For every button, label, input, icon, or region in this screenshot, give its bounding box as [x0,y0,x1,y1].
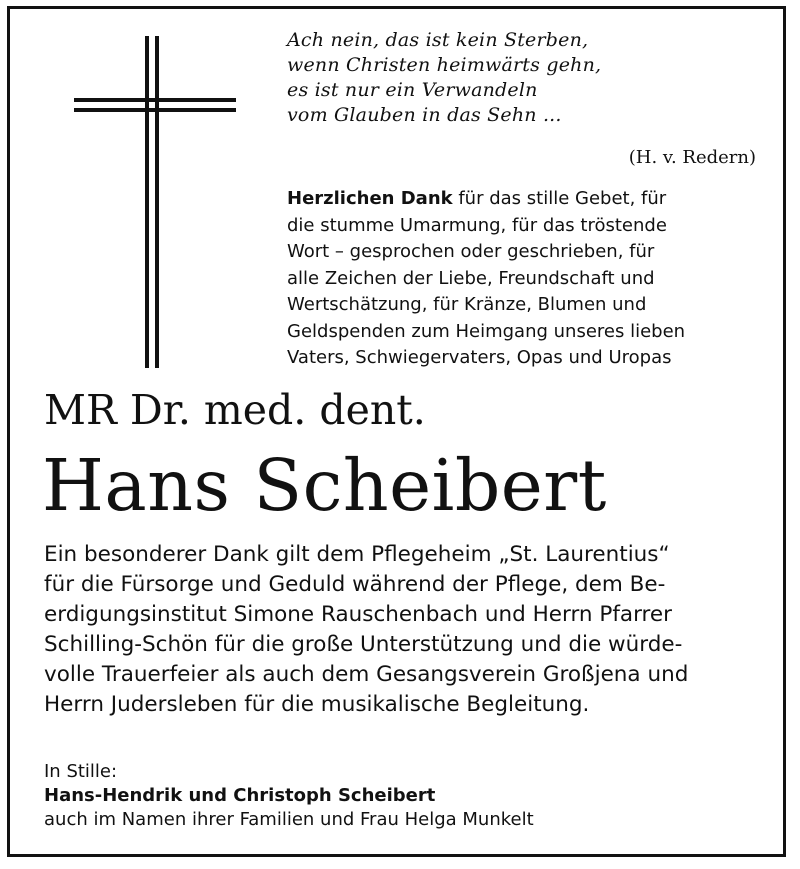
poem-line: es ist nur ein Verwandeln [287,79,538,101]
body-line: Ein besonderer Dank gilt dem Pflegeheim „St. Laurentius“ [44,542,670,567]
poem-line: wenn Christen heimwärts gehn, [287,54,602,76]
poem-line: Ach nein, das ist kein Sterben, [287,29,589,51]
cross-icon [74,36,236,368]
cross-horizontal-bar-top [74,98,236,102]
thanks-lead-rest: für das stille Gebet, für [452,188,667,209]
thanks-line: die stumme Umarmung, für das tröstende [287,214,667,236]
poem-author: (H. v. Redern) [628,147,756,168]
cross-vertical-bar-right [155,36,159,368]
body-line: Herrn Judersleben für die musikalische Begleitung. [44,692,590,717]
body-line: Schilling-Schön für die große Unterstützung und die würde- [44,632,683,657]
body-line: für die Fürsorge und Geduld während der Pflege, dem Be- [44,572,666,597]
family-names: Hans-Hendrik und Christoph Scheibert [44,785,436,806]
closing-signature [44,760,774,832]
cross-horizontal-bar-bottom [74,108,236,112]
deceased-title: MR Dr. med. dent. [44,386,426,434]
thanks-lead-bold: Herzlichen Dank [287,188,453,209]
in-silence-label: In Stille: [44,761,118,782]
special-thanks-paragraph [44,540,774,720]
also-on-behalf: auch im Namen ihrer Familien und Frau Helga Munkelt [44,809,534,830]
deceased-name: Hans Scheibert [42,444,607,527]
thanks-line: Vaters, Schwiegervaters, Opas und Uropas [287,347,672,368]
thanks-line: Geldspenden zum Heimgang unseres lieben [287,320,686,342]
cross-vertical-bar-left [145,36,149,368]
thanks-line: Wertschätzung, für Kränze, Blumen und [287,294,647,315]
poem-line: vom Glauben in das Sehn ... [287,104,562,126]
body-line: erdigungsinstitut Simone Rauschenbach und Herrn Pfarrer [44,602,672,627]
thanks-paragraph [287,186,767,372]
thanks-line-first [287,186,767,213]
thanks-line: Wort – gesprochen oder geschrieben, für [287,241,655,262]
poem [287,28,767,128]
body-line: volle Trauerfeier als auch dem Gesangsverein Großjena und [44,662,689,687]
thanks-line: alle Zeichen der Liebe, Freundschaft und [287,267,655,289]
